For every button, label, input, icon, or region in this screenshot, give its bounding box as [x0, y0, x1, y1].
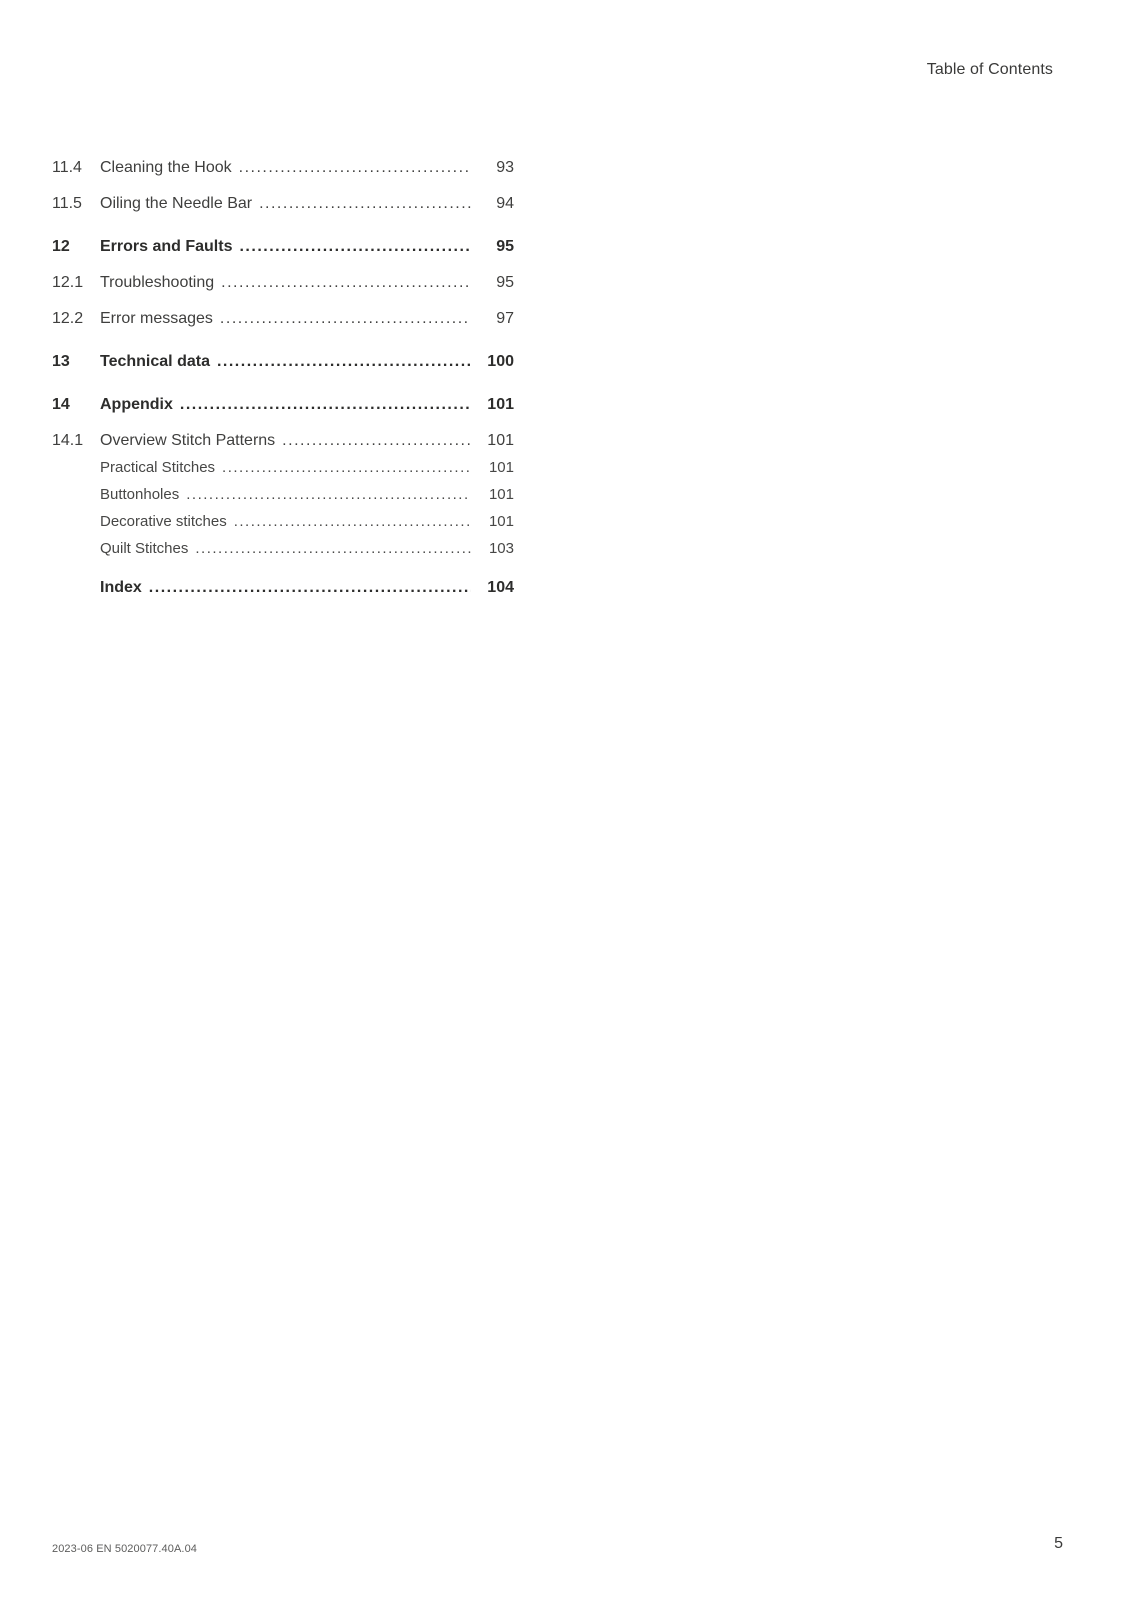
toc-entry-page: 95 [496, 274, 514, 291]
toc-row [52, 486, 514, 504]
dot-leader [221, 274, 471, 292]
toc-entry-number: 12.1 [52, 274, 84, 291]
dot-leader [149, 579, 471, 597]
dot-leader [234, 513, 471, 531]
toc-entry-page: 101 [488, 513, 514, 530]
toc-row [52, 579, 514, 597]
footer-imprint: 2023-06 EN 5020077.40A.04 [52, 1543, 198, 1555]
toc-entry-number: 14 [52, 396, 70, 413]
toc-entry-title: Appendix [100, 396, 173, 413]
toc-entry-page: 97 [496, 310, 514, 327]
toc-entry-page: 101 [487, 432, 514, 449]
toc-entry-title: Oiling the Needle Bar [100, 195, 253, 212]
toc-entry-page: 93 [496, 159, 514, 176]
toc-entry-number: 14.1 [52, 432, 84, 449]
toc-entry-number: 12.2 [52, 310, 84, 327]
toc-entry-number: 11.4 [52, 159, 82, 176]
toc-entry-page: 101 [488, 486, 514, 503]
dot-leader [217, 353, 471, 371]
toc-entry-number: 11.5 [52, 195, 82, 212]
toc-entry-page: 101 [487, 396, 514, 413]
running-header: Table of Contents [926, 61, 1053, 78]
toc-entry-title: Overview Stitch Patterns [100, 432, 276, 449]
dot-leader [239, 238, 471, 256]
toc-entry-title: Cleaning the Hook [100, 159, 232, 176]
toc-row [52, 159, 514, 177]
toc-list [52, 159, 514, 597]
toc-entry-page: 101 [488, 459, 514, 476]
toc-entry-page: 95 [496, 238, 514, 255]
toc-row [52, 396, 514, 414]
toc-row [52, 274, 514, 292]
toc-row [52, 459, 514, 477]
toc-row [52, 513, 514, 531]
toc-entry-page: 100 [487, 353, 514, 370]
toc-entry-page: 103 [488, 540, 514, 557]
dot-leader [239, 159, 471, 177]
toc-entry-title: Errors and Faults [100, 238, 233, 255]
toc-entry-title: Troubleshooting [100, 274, 215, 291]
toc-entry-number: 12 [52, 238, 70, 255]
dot-leader [282, 432, 471, 450]
toc-entry-title: Practical Stitches [100, 459, 216, 476]
dot-leader [259, 195, 471, 213]
toc-entry-title: Error messages [100, 310, 213, 327]
dot-leader [222, 459, 471, 477]
toc-entry-title: Decorative stitches [100, 513, 227, 530]
toc-entry-number: 13 [52, 353, 70, 370]
toc-entry-title: Index [100, 579, 142, 596]
toc-entry-title: Technical data [100, 353, 210, 370]
toc-row [52, 310, 514, 328]
dot-leader [195, 540, 471, 558]
footer-page-number: 5 [1054, 1535, 1063, 1552]
toc-row [52, 195, 514, 213]
toc-row [52, 353, 514, 371]
dot-leader [220, 310, 471, 328]
toc-row [52, 540, 514, 558]
toc-row [52, 238, 514, 256]
dot-leader [180, 396, 471, 414]
dot-leader [186, 486, 471, 504]
toc-row [52, 432, 514, 450]
toc-entry-title: Quilt Stitches [100, 540, 189, 557]
toc-entry-page: 104 [487, 579, 514, 596]
toc-entry-title: Buttonholes [100, 486, 180, 503]
toc-entry-page: 94 [496, 195, 514, 212]
